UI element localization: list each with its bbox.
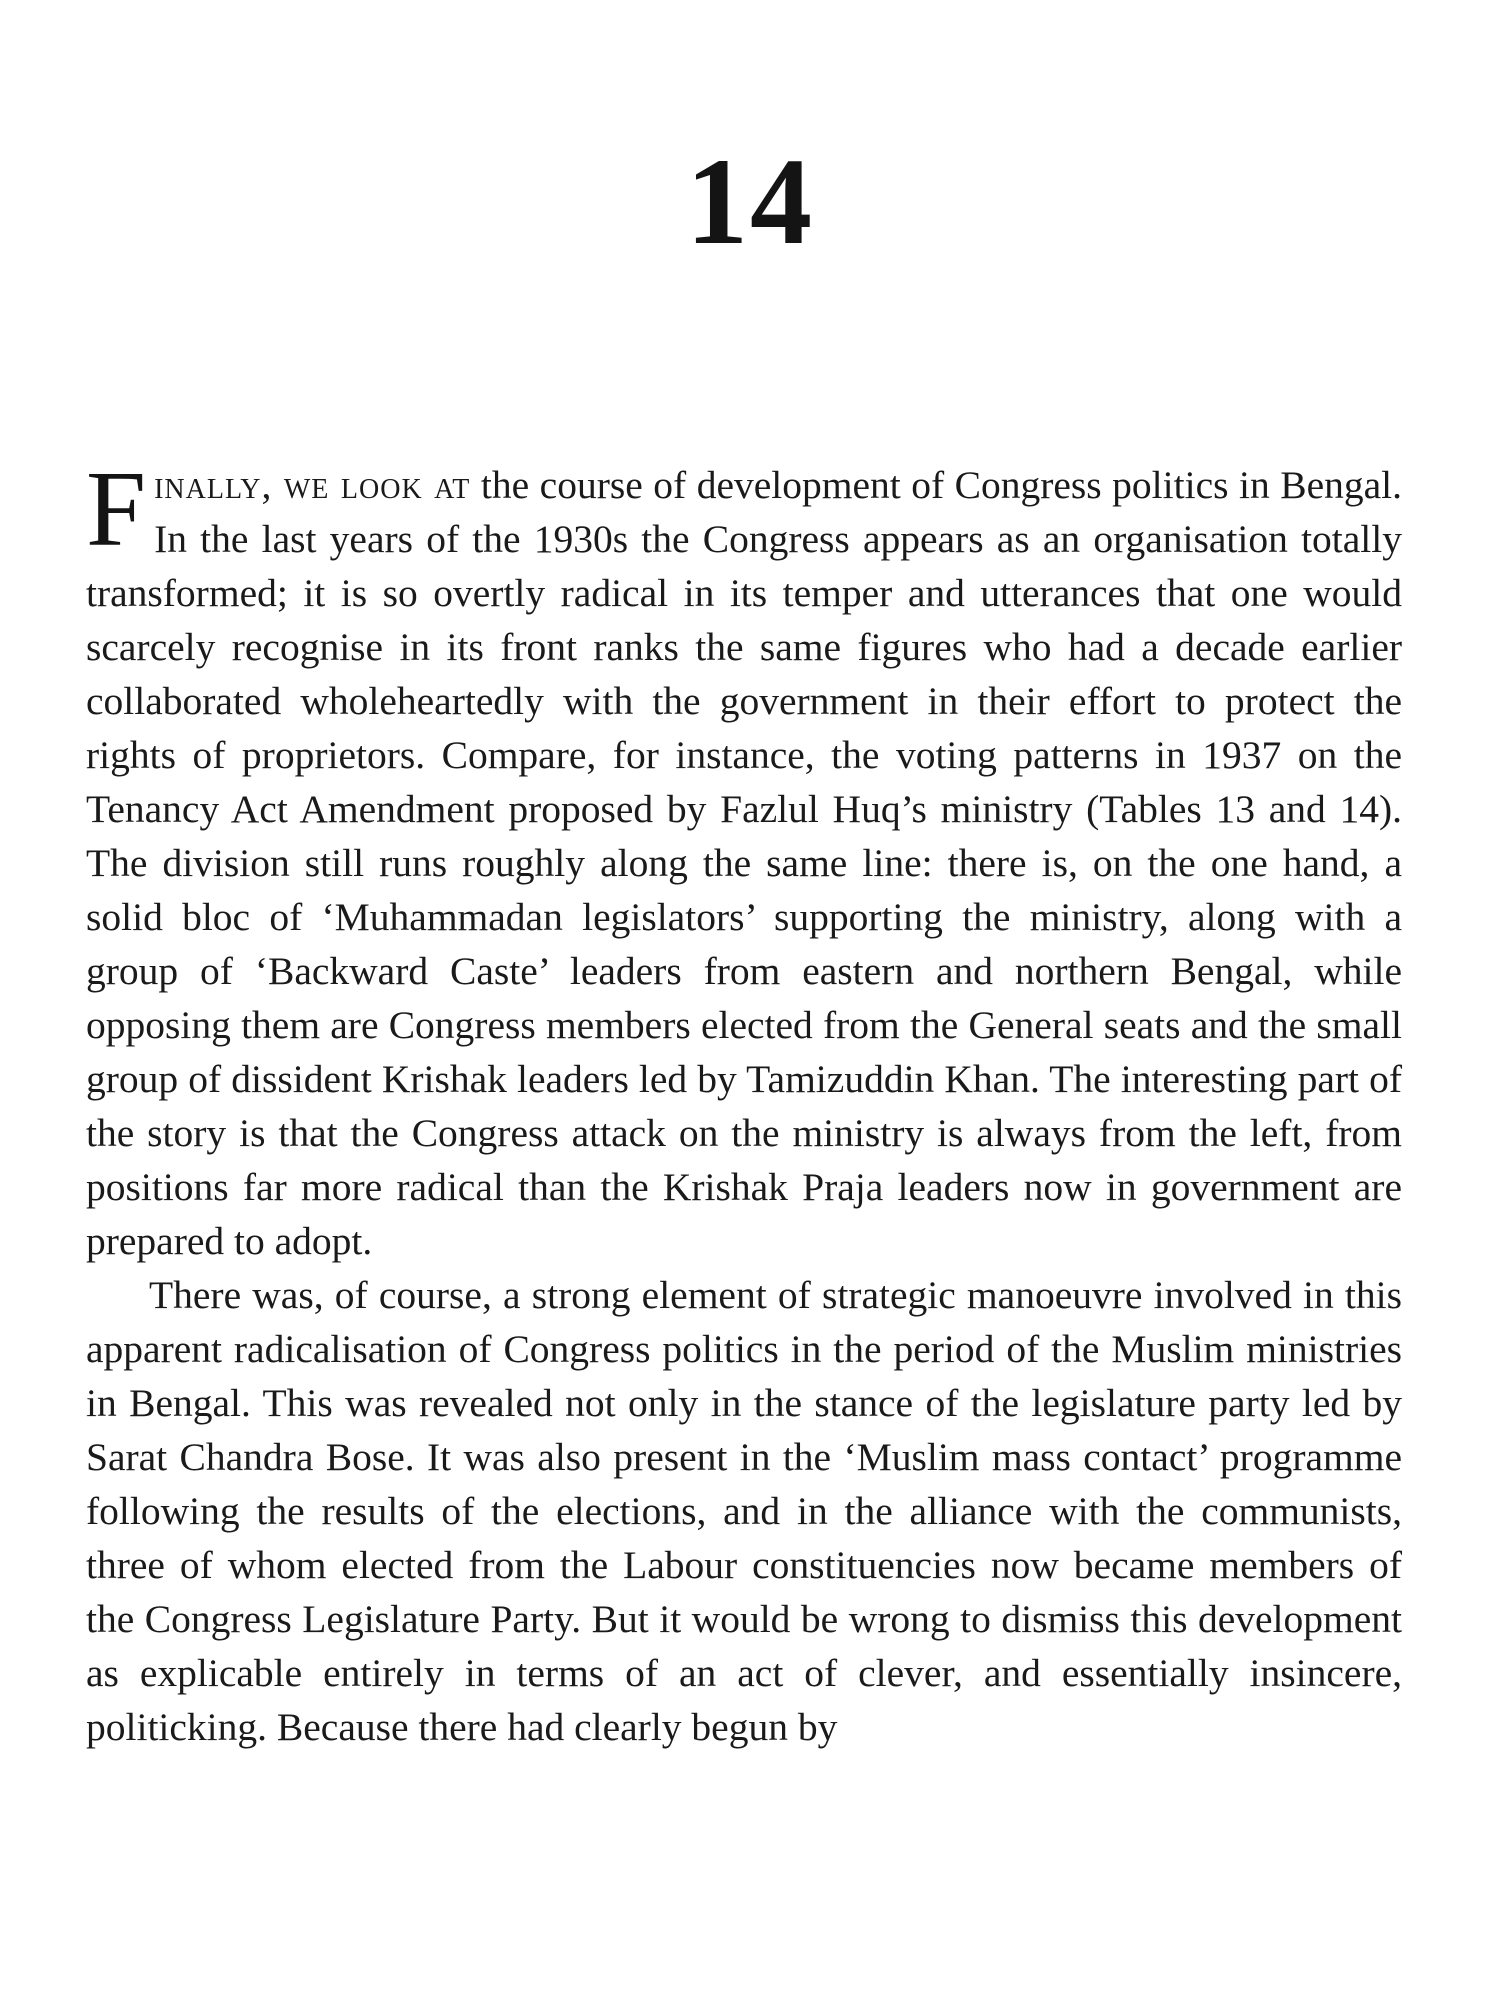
chapter-body	[86, 450, 1402, 1754]
paragraph-opening	[86, 450, 1402, 1268]
paragraph-text: the course of development of Congress politics in Bengal. In the last years of the 1930s the Congress appears as an organisation totally transformed; it is so overtly radical in its temper and utterances that one would scarcely recognise in its front ranks the same figures who had a decade earlier collaborated wholeheartedly with the government in their effort to protect the rights of proprietors. Compare, for instance, the voting patterns in 1937 on the Tenancy Act Amendment proposed by Fazlul Huq’s ministry (Tables 13 and 14). The division still runs roughly along the same line: there is, on the one hand, a solid bloc of ‘Muhammadan legislators’ supporting the ministry, along with a group of ‘Backward Caste’ leaders from eastern and northern Bengal, while opposing them are Congress members elected from the General seats and the small group of dissident Krishak leaders led by Tamizuddin Khan. The interesting part of the story is that the Congress attack on the ministry is always from the left, from positions far more radical than the Krishak Praja leaders now in government are prepared to adopt.	[86, 463, 1402, 1263]
paragraph: There was, of course, a strong element of strategic manoeuvre involved in this apparent radicalisation of Congress politics in the period of the Muslim ministries in Bengal. This was revealed not only in the stance of the legislature party led by Sarat Chandra Bose. It was also present in the ‘Muslim mass contact’ programme following the results of the elections, and in the alliance with the communists, three of whom elected from the Labour constituencies now became members of the Congress Legislature Party. But it would be wrong to dismiss this development as explicable entirely in terms of an act of clever, and essentially insincere, politicking. Because there had clearly begun by	[86, 1273, 1402, 1749]
chapter-number: 14	[686, 133, 814, 270]
drop-cap: F	[86, 450, 147, 569]
opening-small-caps: inally, we look at	[154, 463, 471, 507]
